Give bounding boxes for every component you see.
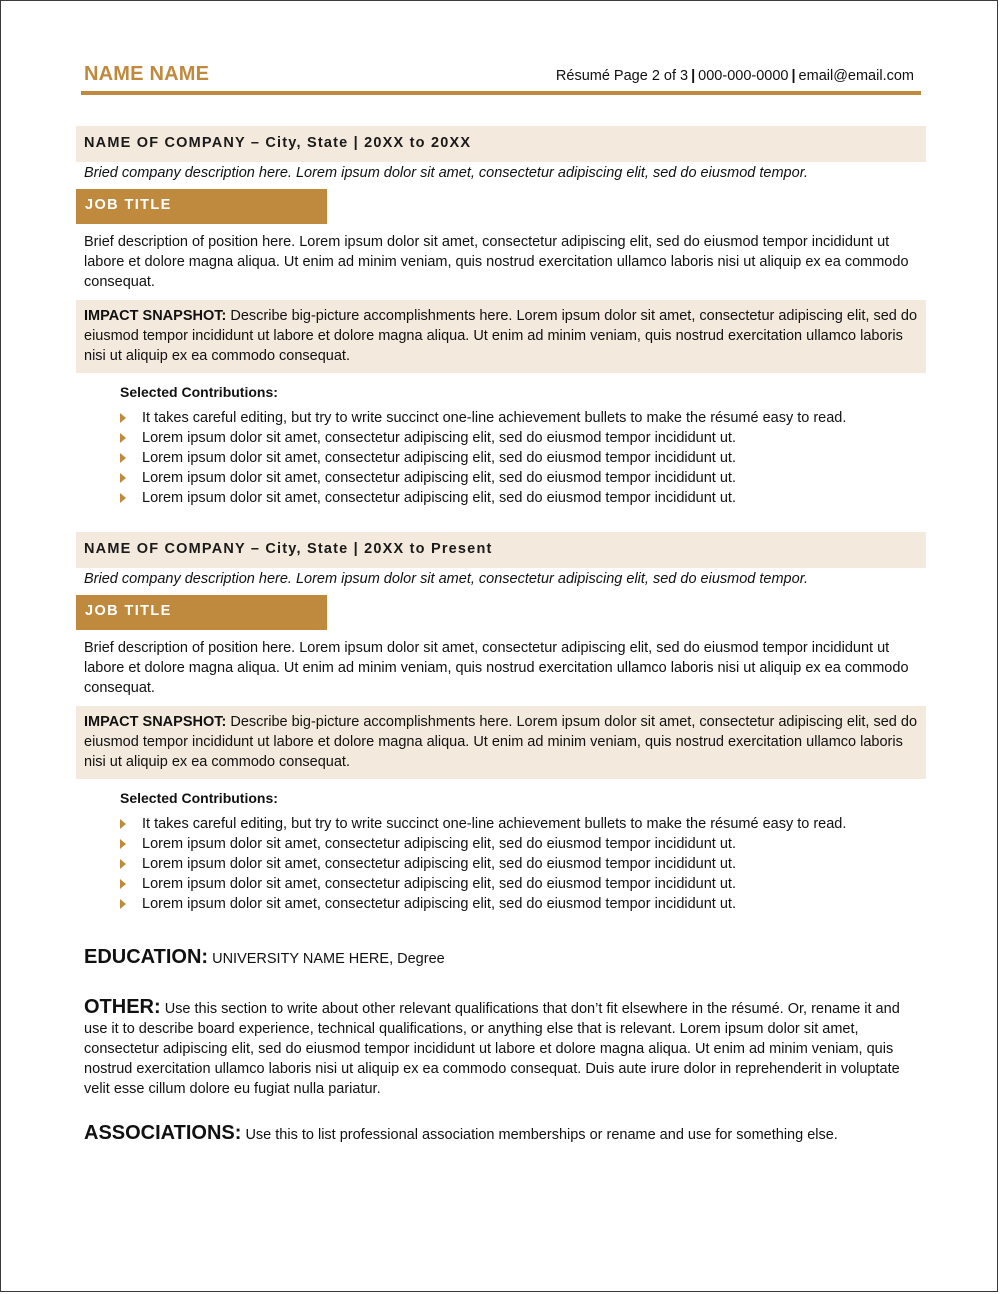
phone-number: 000-000-0000 [698, 68, 789, 84]
position-description: Brief description of position here. Lorem ipsum dolor sit amet, consectetur adipiscing elit, sed do eiusmod tempor incididunt ut labore et dolore magna aliqua. Ut enim ad minim veniam, quis nostrud exercitation ullamco laboris nisi ut aliquip ex ea commodo consequat. [84, 234, 909, 290]
other-section [84, 997, 919, 1099]
company-heading: NAME OF COMPANY – City, State | 20XX to Present [76, 532, 926, 568]
bullet-text: Lorem ipsum dolor sit amet, consectetur adipiscing elit, sed do eiusmod tempor incididunt ut. [142, 450, 736, 466]
job-entry [76, 532, 926, 914]
company-heading: NAME OF COMPANY – City, State | 20XX to 20XX [76, 126, 926, 162]
bullet-text: Lorem ipsum dolor sit amet, consectetur adipiscing elit, sed do eiusmod tempor incididunt ut. [142, 896, 736, 912]
triangle-right-icon [120, 413, 126, 423]
list-item [76, 814, 926, 834]
other-heading: OTHER: [84, 996, 161, 1018]
bullet-text: Lorem ipsum dolor sit amet, consectetur adipiscing elit, sed do eiusmod tempor incididunt ut. [142, 430, 736, 446]
list-item [76, 488, 926, 508]
associations-section [84, 1123, 919, 1145]
bullet-text: It takes careful editing, but try to write succinct one-line achievement bullets to make the résumé easy to read. [142, 410, 847, 426]
contributions-list [76, 814, 926, 914]
impact-label: IMPACT SNAPSHOT: [84, 308, 227, 324]
candidate-name: NAME NAME [84, 63, 210, 85]
triangle-right-icon [120, 899, 126, 909]
bullet-text: It takes careful editing, but try to write succinct one-line achievement bullets to make the résumé easy to read. [142, 816, 847, 832]
list-item [76, 468, 926, 488]
triangle-right-icon [120, 839, 126, 849]
separator: | [691, 68, 696, 84]
job-entry [76, 126, 926, 508]
education-text: UNIVERSITY NAME HERE, Degree [208, 951, 445, 967]
bullet-text: Lorem ipsum dolor sit amet, consectetur adipiscing elit, sed do eiusmod tempor incididunt ut. [142, 470, 736, 486]
impact-label: IMPACT SNAPSHOT: [84, 714, 227, 730]
company-description: Bried company description here. Lorem ipsum dolor sit amet, consectetur adipiscing elit, sed do eiusmod tempor. [84, 165, 809, 181]
list-item [76, 448, 926, 468]
list-item [76, 894, 926, 914]
contact-line [556, 68, 914, 84]
list-item [76, 408, 926, 428]
impact-text: Describe big-picture accomplishments here. Lorem ipsum dolor sit amet, consectetur adipiscing elit, sed do eiusmod tempor incididunt ut labore et dolore magna aliqua. Ut enim ad minim veniam, quis nostrud exercitation ullamco laboris nisi ut aliquip ex ea commodo consequat. [84, 714, 918, 770]
list-item [76, 854, 926, 874]
triangle-right-icon [120, 859, 126, 869]
company-description: Bried company description here. Lorem ipsum dolor sit amet, consectetur adipiscing elit, sed do eiusmod tempor. [84, 571, 809, 587]
associations-text: Use this to list professional association memberships or rename and use for something else. [241, 1127, 838, 1143]
header-rule [81, 91, 921, 95]
bullet-text: Lorem ipsum dolor sit amet, consectetur adipiscing elit, sed do eiusmod tempor incididunt ut. [142, 856, 736, 872]
impact-snapshot [76, 706, 926, 779]
job-title: JOB TITLE [76, 189, 327, 224]
contributions-heading: Selected Contributions: [120, 384, 278, 400]
contributions-list [76, 408, 926, 508]
triangle-right-icon [120, 879, 126, 889]
triangle-right-icon [120, 453, 126, 463]
separator: | [791, 68, 796, 84]
position-description: Brief description of position here. Lorem ipsum dolor sit amet, consectetur adipiscing elit, sed do eiusmod tempor incididunt ut labore et dolore magna aliqua. Ut enim ad minim veniam, quis nostrud exercitation ullamco laboris nisi ut aliquip ex ea commodo consequat. [84, 640, 909, 696]
other-text: Use this section to write about other relevant qualifications that don’t fit elsewhere in the résumé. Or, rename it and use it to describe board experience, technical qualifications, or anything else that is relevant. Lorem ipsum dolor sit amet, consectetur adipiscing elit, sed do eiusmod tempor incididunt ut labore et dolore magna aliqua. Ut enim ad minim veniam, quis nostrud exercitation ullamco laboris nisi ut aliquip ex ea commodo consequat. Duis aute irure dolor in reprehenderit in voluptate velit esse cillum dolore eu fugiat nulla pariatur. [84, 1001, 900, 1097]
list-item [76, 874, 926, 894]
triangle-right-icon [120, 473, 126, 483]
bullet-text: Lorem ipsum dolor sit amet, consectetur adipiscing elit, sed do eiusmod tempor incididunt ut. [142, 836, 736, 852]
contributions-heading: Selected Contributions: [120, 790, 278, 806]
job-title: JOB TITLE [76, 595, 327, 630]
bullet-text: Lorem ipsum dolor sit amet, consectetur adipiscing elit, sed do eiusmod tempor incididunt ut. [142, 490, 736, 506]
bullet-text: Lorem ipsum dolor sit amet, consectetur adipiscing elit, sed do eiusmod tempor incididunt ut. [142, 876, 736, 892]
impact-snapshot [76, 300, 926, 373]
page-header [83, 61, 921, 91]
impact-text: Describe big-picture accomplishments here. Lorem ipsum dolor sit amet, consectetur adipiscing elit, sed do eiusmod tempor incididunt ut labore et dolore magna aliqua. Ut enim ad minim veniam, quis nostrud exercitation ullamco laboris nisi ut aliquip ex ea commodo consequat. [84, 308, 918, 364]
email-address: email@email.com [798, 68, 914, 84]
education-section [84, 947, 919, 969]
triangle-right-icon [120, 493, 126, 503]
triangle-right-icon [120, 433, 126, 443]
associations-heading: ASSOCIATIONS: [84, 1122, 242, 1144]
education-heading: EDUCATION: [84, 946, 209, 968]
list-item [76, 834, 926, 854]
page-info: Résumé Page 2 of 3 [555, 68, 689, 84]
list-item [76, 428, 926, 448]
triangle-right-icon [120, 819, 126, 829]
